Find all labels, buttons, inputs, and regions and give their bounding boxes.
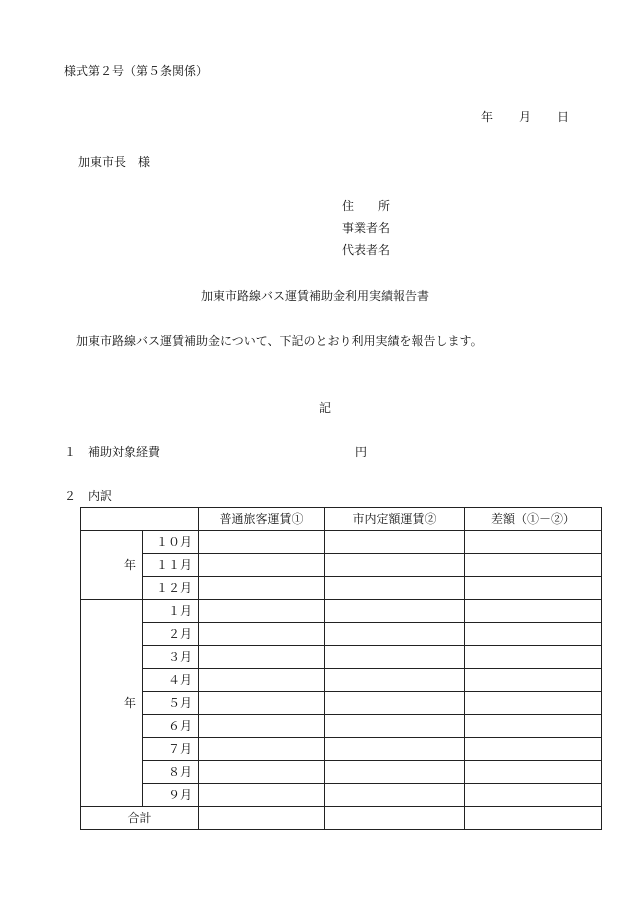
ki-heading: 記	[318, 401, 331, 415]
header-blank-cell	[81, 508, 199, 531]
regular-fare-cell[interactable]	[199, 623, 325, 646]
total-row	[81, 807, 602, 830]
month-label: ６月	[143, 715, 199, 738]
difference-cell[interactable]	[465, 669, 602, 692]
month-label: ７月	[143, 738, 199, 761]
form-number: 様式第２号（第５条関係）	[64, 64, 209, 78]
difference-cell[interactable]	[465, 600, 602, 623]
flat-fare-cell[interactable]	[325, 623, 465, 646]
flat-fare-cell[interactable]	[325, 692, 465, 715]
regular-fare-cell[interactable]	[199, 692, 325, 715]
yen-unit: 円	[355, 445, 368, 459]
month-label: ３月	[143, 646, 199, 669]
total-difference-cell[interactable]	[465, 807, 602, 830]
difference-cell[interactable]	[465, 577, 602, 600]
header-flat-fare: 市内定額運賃②	[325, 508, 465, 531]
item1-subsidy-cost	[64, 445, 160, 459]
date-line	[481, 110, 569, 124]
body-text: 加東市路線バス運賃補助金について、下記のとおり利用実績を報告します。	[76, 334, 483, 348]
item1-label: 補助対象経費	[88, 445, 161, 459]
difference-cell[interactable]	[465, 623, 602, 646]
month-label: ２月	[143, 623, 199, 646]
document-title: 加東市路線バス運賃補助金利用実績報告書	[200, 289, 429, 303]
table-row	[81, 531, 602, 554]
table-row	[81, 715, 602, 738]
flat-fare-cell[interactable]	[325, 577, 465, 600]
flat-fare-cell[interactable]	[325, 554, 465, 577]
item1-number: １	[64, 445, 77, 459]
regular-fare-cell[interactable]	[199, 646, 325, 669]
header-difference: 差額（①－②）	[465, 508, 602, 531]
flat-fare-cell[interactable]	[325, 531, 465, 554]
table-row	[81, 577, 602, 600]
regular-fare-cell[interactable]	[199, 554, 325, 577]
month-label: １月	[143, 600, 199, 623]
table-header-row	[81, 508, 602, 531]
regular-fare-cell[interactable]	[199, 784, 325, 807]
item2-label: 内訳	[88, 489, 113, 503]
representative-label: 代表者名	[342, 243, 391, 257]
month-label: １１月	[143, 554, 199, 577]
table-row	[81, 600, 602, 623]
flat-fare-cell[interactable]	[325, 761, 465, 784]
month-label: ４月	[143, 669, 199, 692]
address-label: 住 所	[342, 199, 391, 213]
flat-fare-cell[interactable]	[325, 669, 465, 692]
regular-fare-cell[interactable]	[199, 577, 325, 600]
regular-fare-cell[interactable]	[199, 531, 325, 554]
date-month-label: 月	[519, 110, 532, 124]
applicant-block	[342, 199, 390, 265]
year-cell-group1: 年	[81, 531, 143, 600]
regular-fare-cell[interactable]	[199, 715, 325, 738]
flat-fare-cell[interactable]	[325, 784, 465, 807]
header-regular-fare: 普通旅客運賃①	[199, 508, 325, 531]
month-label: １２月	[143, 577, 199, 600]
table-row	[81, 738, 602, 761]
business-name-label: 事業者名	[342, 221, 391, 235]
month-label: １０月	[143, 531, 199, 554]
regular-fare-cell[interactable]	[199, 738, 325, 761]
difference-cell[interactable]	[465, 761, 602, 784]
date-day-label: 日	[557, 110, 570, 124]
table-row	[81, 761, 602, 784]
table-row	[81, 669, 602, 692]
difference-cell[interactable]	[465, 715, 602, 738]
regular-fare-cell[interactable]	[199, 669, 325, 692]
item2-breakdown	[64, 489, 112, 503]
total-flat-fare-cell[interactable]	[325, 807, 465, 830]
regular-fare-cell[interactable]	[199, 761, 325, 784]
year-cell-group2: 年	[81, 600, 143, 807]
difference-cell[interactable]	[465, 554, 602, 577]
difference-cell[interactable]	[465, 531, 602, 554]
table-row	[81, 623, 602, 646]
flat-fare-cell[interactable]	[325, 646, 465, 669]
breakdown-table	[80, 507, 602, 830]
item2-number: ２	[64, 489, 77, 503]
month-label: ５月	[143, 692, 199, 715]
total-regular-fare-cell[interactable]	[199, 807, 325, 830]
flat-fare-cell[interactable]	[325, 715, 465, 738]
table-row	[81, 554, 602, 577]
month-label: ８月	[143, 761, 199, 784]
difference-cell[interactable]	[465, 738, 602, 761]
difference-cell[interactable]	[465, 692, 602, 715]
addressee: 加東市長 様	[78, 155, 151, 169]
table-row	[81, 784, 602, 807]
regular-fare-cell[interactable]	[199, 600, 325, 623]
flat-fare-cell[interactable]	[325, 600, 465, 623]
table-row	[81, 692, 602, 715]
flat-fare-cell[interactable]	[325, 738, 465, 761]
difference-cell[interactable]	[465, 646, 602, 669]
month-label: ９月	[143, 784, 199, 807]
difference-cell[interactable]	[465, 784, 602, 807]
total-label: 合計	[81, 807, 199, 830]
date-year-label: 年	[481, 110, 494, 124]
table-row	[81, 646, 602, 669]
